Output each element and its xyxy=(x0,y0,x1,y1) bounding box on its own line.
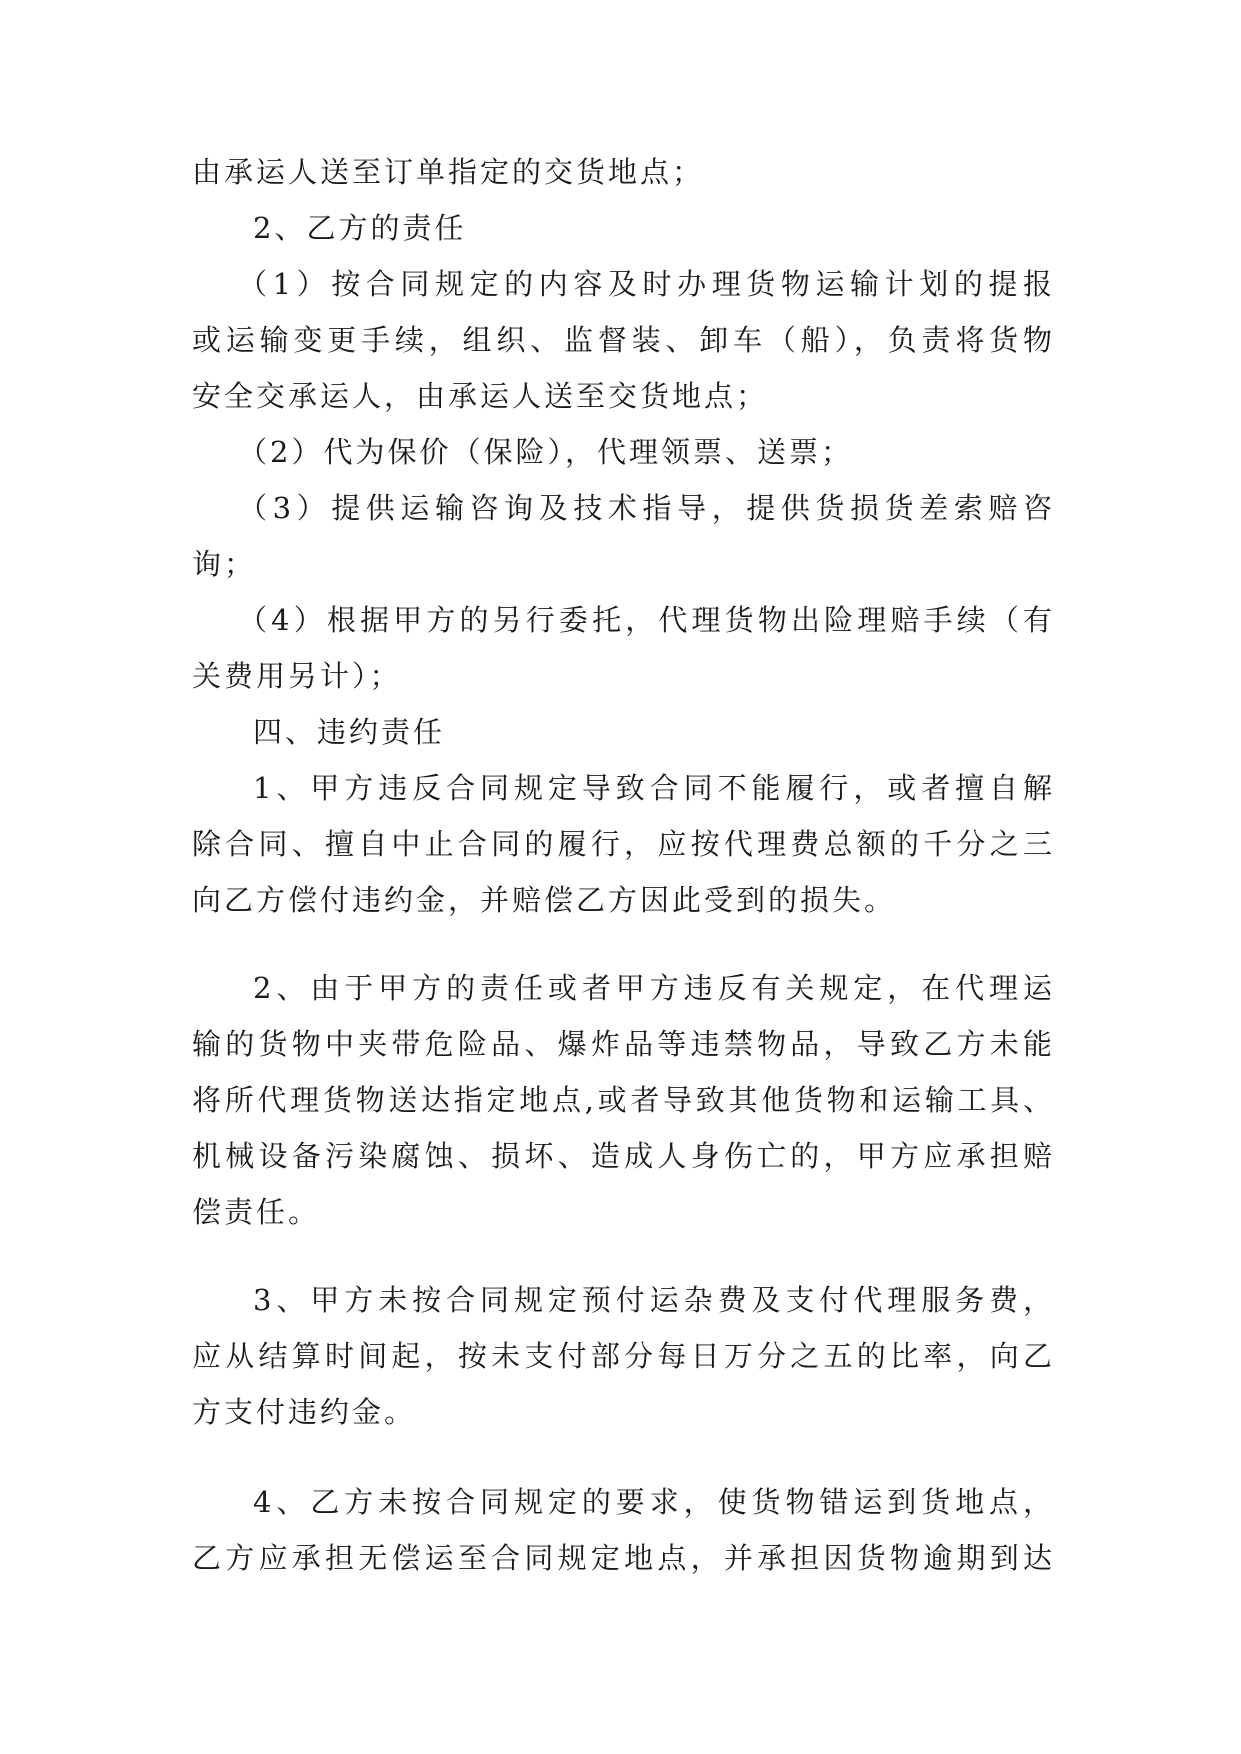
text-line: 或运输变更手续，组织、监督装、卸车（船），负责将货物 xyxy=(192,323,1052,357)
text-line: （4）根据甲方的另行委托，代理货物出险理赔手续（有 xyxy=(238,603,1052,637)
text-line: 乙方应承担无偿运至合同规定地点，并承担因货物逾期到达 xyxy=(192,1541,1052,1575)
text-line: 机械设备污染腐蚀、损坏、造成人身伤亡的，甲方应承担赔 xyxy=(192,1139,1052,1173)
text-line: 偿责任。 xyxy=(192,1195,321,1229)
section-heading: 2、乙方的责任 xyxy=(253,211,467,245)
text-line: 安全交承运人，由承运人送至交货地点； xyxy=(192,379,769,413)
text-line: 应从结算时间起，按未支付部分每日万分之五的比率，向乙 xyxy=(192,1339,1052,1373)
text-line: 由承运人送至订单指定的交货地点； xyxy=(192,155,705,189)
text-line: 询； xyxy=(192,547,257,581)
text-line: （3）提供运输咨询及技术指导，提供货损货差索赔咨 xyxy=(238,491,1052,525)
text-line: 输的货物中夹带危险品、爆炸品等违禁物品，导致乙方未能 xyxy=(192,1027,1052,1061)
text-line: （2）代为保价（保险），代理领票、送票； xyxy=(238,435,853,469)
text-line: 1、甲方违反合同规定导致合同不能履行，或者擅自解 xyxy=(253,771,1052,805)
text-line: 4、乙方未按合同规定的要求，使货物错运到货地点， xyxy=(253,1485,1052,1519)
text-line: 除合同、擅自中止合同的履行，应按代理费总额的千分之三 xyxy=(192,827,1052,861)
text-line: 将所代理货物送达指定地点,或者导致其他货物和运输工具、 xyxy=(192,1083,1052,1117)
text-line: 2、由于甲方的责任或者甲方违反有关规定，在代理运 xyxy=(253,971,1052,1005)
text-line: （1）按合同规定的内容及时办理货物运输计划的提报 xyxy=(238,267,1052,301)
text-line: 向乙方偿付违约金，并赔偿乙方因此受到的损失。 xyxy=(192,883,897,917)
section-heading: 四、违约责任 xyxy=(253,715,446,749)
text-line: 3、甲方未按合同规定预付运杂费及支付代理服务费， xyxy=(253,1283,1052,1317)
text-line: 方支付违约金。 xyxy=(192,1395,417,1429)
text-line: 关费用另计）； xyxy=(192,659,402,693)
